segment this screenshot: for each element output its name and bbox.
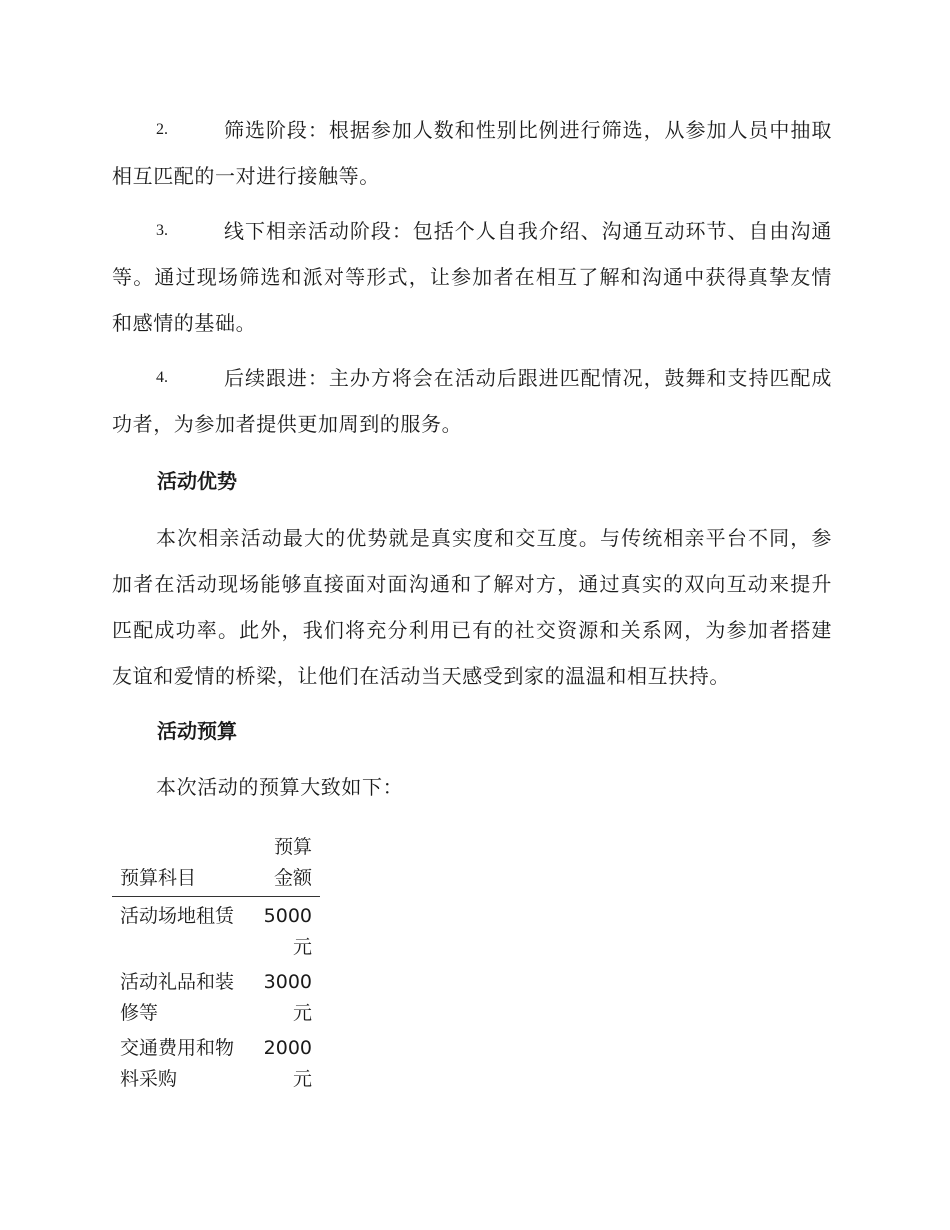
budget-intro: 本次活动的预算大致如下： (156, 775, 404, 799)
list-item-number: 4. (156, 369, 168, 386)
budget-table (112, 832, 320, 1095)
list-item (112, 355, 832, 447)
list-item-number: 2. (156, 121, 168, 138)
table-header-row (112, 832, 320, 897)
table-cell-item: 活动场地租赁 (120, 905, 235, 927)
table-row (112, 963, 320, 1029)
section-heading-budget: 活动预算 (157, 719, 237, 743)
table-header-amount: 预算金额 (250, 832, 320, 897)
list-item (112, 107, 832, 199)
table-cell-amount: 3000元 (263, 971, 312, 1024)
list-item-text: 后续跟进：主办方将会在活动后跟进匹配情况，鼓舞和支持匹配成功者，为参加者提供更加周到的服务。 (112, 366, 832, 436)
table-cell-item: 活动礼品和装修等 (120, 971, 235, 1024)
table-cell-amount: 5000元 (263, 905, 312, 958)
list-item-text: 筛选阶段：根据参加人数和性别比例进行筛选，从参加人员中抽取相互匹配的一对进行接触等。 (112, 118, 832, 188)
table-cell-amount: 2000元 (263, 1037, 312, 1090)
advantage-paragraph: 本次相亲活动最大的优势就是真实度和交互度。与传统相亲平台不同，参加者在活动现场能够直接面对面沟通和了解对方，通过真实的双向互动来提升匹配成功率。此外，我们将充分利用已有的社交资源和关系网，为参加者搭建友谊和爱情的桥梁，让他们在活动当天感受到家的温温和相互扶持。 (112, 526, 832, 688)
list-item-text: 线下相亲活动阶段：包括个人自我介绍、沟通互动环节、自由沟通等。通过现场筛选和派对等形式，让参加者在相互了解和沟通中获得真挚友情和感情的基础。 (112, 219, 832, 335)
list-item (112, 208, 832, 346)
table-row (112, 1029, 320, 1095)
table-row (112, 897, 320, 964)
list-item-number: 3. (156, 222, 168, 239)
table-cell-item: 交通费用和物料采购 (120, 1037, 235, 1090)
table-header-item: 预算科目 (112, 832, 250, 897)
section-heading-advantage: 活动优势 (157, 469, 237, 493)
